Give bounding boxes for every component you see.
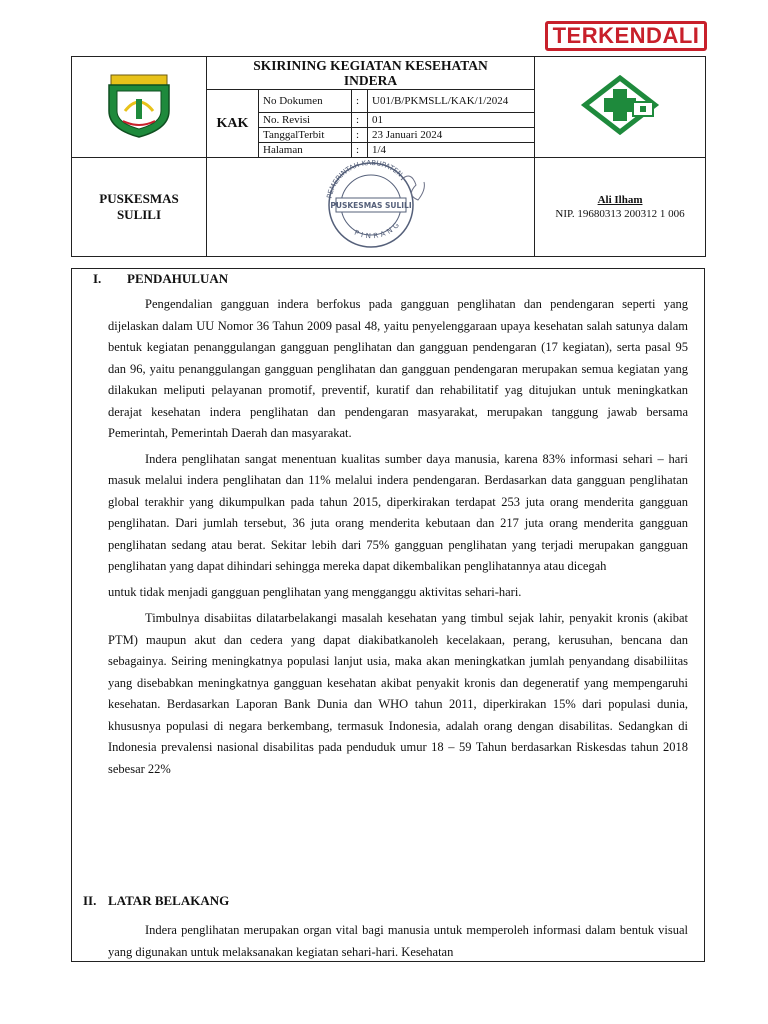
regency-emblem-icon <box>103 71 175 139</box>
section1-content <box>108 294 688 780</box>
section1-title: PENDAHULUAN <box>127 271 229 286</box>
kak-label: KAK <box>207 90 259 158</box>
seal-center-text: PUSKESMAS SULILI <box>329 200 412 210</box>
document-body <box>71 268 705 962</box>
seal-cell <box>207 158 535 257</box>
section2-number: II. <box>83 893 97 908</box>
section1-paragraph2: Indera penglihatan sangat menentuan kualitas sumber daya manusia, karena 83% informasi sehari – hari masuk melalui indera penglihatan dan 11% melalui indera pendengaran. Berdasarkan data gangguan penglihatan global terakhir yang dikumpulkan pada tahun 2015, diperkirakan terdapat 253 juta orang menderita gangguan penglihatan. Dari jumlah tersebut, 36 juta orang menderita kebutaan dan 217 juta orang menderita gangguan penglihatan sedang atau berat. Sekitar lebih dari 75% gangguan penglihatan yang terjadi merupakan gangguan penglihatan yang dapat dihindari sehingga mereka dapat dikembalikan penglihatannya atau dicegah <box>108 451 688 573</box>
section1-paragraph3: Timbulnya disabiitas dilatarbelakangi masalah kesehatan yang timbul sejak lahir, penyakit kronis (akibat PTM) maupun akut dan cedera yang dapat diakibatkanoleh kecelakaan, perang, kerusuhan, bencana dan sebagainya. Seiring meningkatnya populasi lanjut usia, maka akan meningkatkan jumlah penyandang disabiliitas yang disebabkan meningkatnya gangguan kesehatan akibat penyakit kronis dan degeneratif yang mempengaruhi kesehatan. Berdasarkan Laporan Bank Dunia dan WHO tahun 2011, diperkirakan 15% dari populasi dunia, khususnya populasi di negara berkembang, termasuk Indonesia, adalah orang dengan disabilitas. Sedangkan di Indonesia prevalensi nasional disabilitas pada penduduk umur 18 – 59 Tahun berdasarkan Riskesdas tahun 2018 sebesar 22% <box>108 611 688 776</box>
revision-label: No. Revisi <box>259 113 352 128</box>
puskesmas-logo-cell <box>535 57 706 158</box>
seal-bottom-text: PINRANG <box>352 218 403 240</box>
official-seal-stamp <box>306 160 436 250</box>
signer-nip: NIP. 19680313 200312 1 006 <box>555 208 685 220</box>
section1-paragraph2-continued: untuk tidak menjadi gangguan penglihatan yang mengganggu aktivitas sehari-hari. <box>108 584 522 599</box>
puskesmas-logo-icon <box>580 75 660 135</box>
page-label: Halaman <box>259 143 352 158</box>
doc-number-colon: : <box>352 90 368 113</box>
document-title-cell <box>207 57 535 90</box>
section2-paragraph1: Indera penglihatan merupakan organ vital bagi manusia untuk memperoleh informasi dalam bentuk visual yang digunakan untuk melaksanakan kegiatan sehari-hari. Kesehatan <box>108 923 688 959</box>
issue-date-value: 23 Januari 2024 <box>368 128 535 143</box>
signer-name: Ali Ilham <box>597 194 643 206</box>
svg-text:PEMERINTAH KABUPATEN <box>325 160 403 199</box>
section2-content <box>108 920 688 962</box>
page-value: 1/4 <box>368 143 535 158</box>
svg-text:PINRANG <box>353 219 403 240</box>
revision-colon: : <box>352 113 368 128</box>
terkendali-stamp: TERKENDALI <box>545 21 707 51</box>
page-colon: : <box>352 143 368 158</box>
regency-logo-cell <box>72 57 207 158</box>
revision-value: 01 <box>368 113 535 128</box>
doc-number-value: U01/B/PKMSLL/KAK/1/2024 <box>368 90 535 113</box>
section1-paragraph1: Pengendalian gangguan indera berfokus pada gangguan penglihatan dan pendengaran seperti yang dijelaskan dalam UU Nomor 36 Tahun 2009 pasal 48, yaitu penyelenggaraan upaya kesehatan salah satunya dalam bentuk kegiatan penanggulangan gangguan penglihatan dan gangguan pendengaran (17 kegiatan), serta pasal 95 dan 96, yaitu penanggulangan gangguan penglihatan dan gangguan pendengaran merupakan semua kegiatan yang dilakukan meliputi pelayanan promotif, preventif, kuratif dan rehabilitatif yag ditujukan untuk meningkatkan derajat kesehatan indera penglihatan dan pendengaran masyarakat, merupakan tanggung jawab bersama Pemerintah, Pemerintah Daerah dan masyarakat. <box>108 297 688 440</box>
document-title-line2: INDERA <box>343 73 398 88</box>
seal-outer-text: PEMERINTAH KABUPATEN <box>325 159 404 199</box>
organization-line1: PUSKESMAS <box>99 191 179 206</box>
issue-date-colon: : <box>352 128 368 143</box>
document-header-table <box>71 56 706 257</box>
organization-line2: SULILI <box>116 207 162 222</box>
document-title-line1: SKIRINING KEGIATAN KESEHATAN <box>253 58 488 73</box>
section1-number: I. <box>93 271 102 286</box>
signer-cell <box>535 158 706 257</box>
doc-number-label: No Dokumen <box>259 90 352 113</box>
section2-title: LATAR BELAKANG <box>108 893 230 908</box>
issue-date-label: TanggalTerbit <box>259 128 352 143</box>
organization-cell <box>72 158 207 257</box>
